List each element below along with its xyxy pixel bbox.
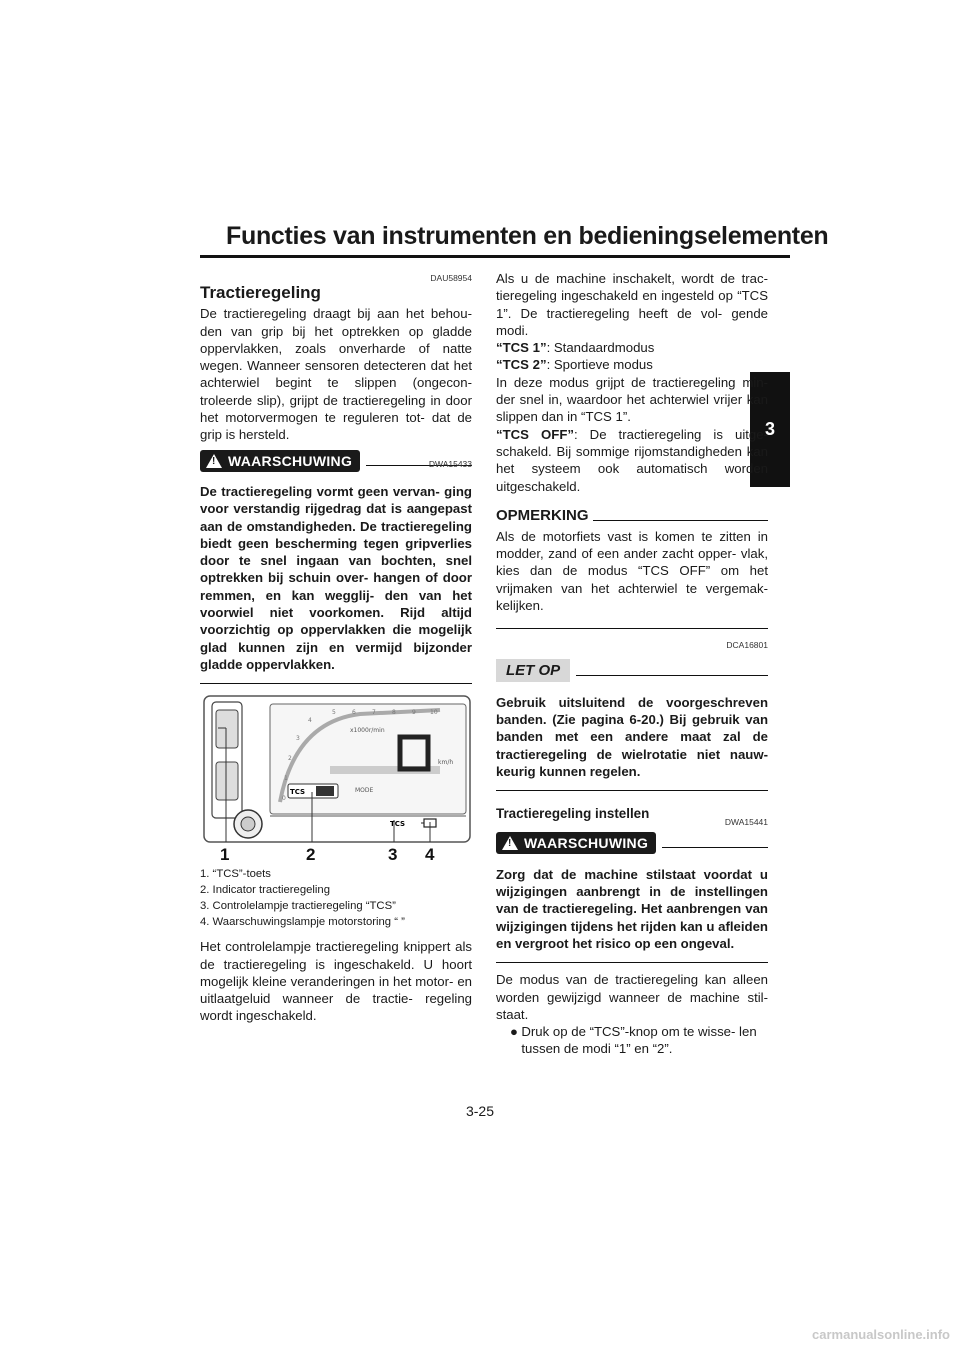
- rpm-label: x1000r/min: [350, 727, 385, 735]
- section-heading: Tractieregeling: [200, 283, 321, 303]
- letop-header: [496, 659, 768, 682]
- warning-triangle-icon: [502, 836, 518, 850]
- legend-item: 4. Waarschuwingslampje motorstoring “ ”: [200, 916, 405, 929]
- tcs-indicator-text: TCS: [290, 788, 306, 797]
- legend-item: 3. Controlelampje tractieregeling “TCS”: [200, 900, 396, 913]
- warning-badge-2: [496, 832, 656, 854]
- opmerking-text: Als de motorfiets vast is komen te zitten in modder, zand of een ander zacht opper- vlak, kies dan de modus “TCS OFF” om het vrijmaken van het achterwiel te vergemak- kelijken.: [496, 528, 768, 614]
- warning-code-2: DWA15441: [724, 817, 768, 828]
- page-number: 3-25: [465, 1103, 495, 1119]
- figure-legend: [200, 866, 472, 930]
- callout-1: 1: [220, 845, 230, 863]
- opmerking-header: [496, 507, 768, 524]
- instrument-panel-illustration: [200, 692, 472, 862]
- mode-1-label: “TCS 1”: [496, 340, 547, 356]
- callout-2: 2: [306, 845, 316, 863]
- mode-label: MODE: [355, 787, 374, 795]
- speed-unit: km/h: [438, 759, 454, 767]
- legend-item: 2. Indicator tractieregeling: [200, 884, 330, 897]
- tick-label: 10: [430, 709, 438, 717]
- warning-end-rule: [200, 683, 472, 684]
- bullet-item: [510, 1023, 768, 1058]
- mode-off-text: : De tractieregeling is uitge- schakeld. Bij sommige rijomstandigheden kan het systeem ook automatisch worden uitgeschakeld.: [496, 426, 768, 494]
- warning-label-2: WAARSCHUWING: [524, 834, 649, 851]
- warning-text: De tractieregeling vormt geen vervan- ging voor verstandig rijgedrag dat is aangepast aan de omstandigheden. De tractieregeling biedt geen bescherming tegen gripverlies door te snel ingaan van bochten, snel optrekken bij schuin over- hangen of door remmen, en kan wegglij- den van het voorwiel niet voorkomen. Rijd altijd voorzichtig op oppervlakken die mogelijk glad kunnen zijn en vermijd bijzonder gladde oppervlakken.: [200, 483, 472, 672]
- warning-header-2: [496, 832, 768, 854]
- bullet-text: Druk op de “TCS”-knop om te wisse- len tussen de modi “1” en “2”.: [521, 1024, 757, 1057]
- startup-paragraph: Als u de machine inschakelt, wordt de trac- tieregeling ingeschakeld en ingesteld op “TCS 1”. De tractieregeling heeft de vol- gende modi.: [496, 271, 768, 338]
- warning-triangle-icon: [206, 454, 222, 468]
- letop-rule: [576, 675, 768, 676]
- section-code: DAU58954: [430, 273, 472, 283]
- chapter-tab: 3: [750, 372, 790, 487]
- legend-item: 1. “TCS”-toets: [200, 868, 271, 881]
- caution-code: DCA16801: [726, 640, 768, 651]
- tick-label: 1: [284, 775, 288, 783]
- mode-off-line: [496, 426, 768, 495]
- letop-end-rule: [496, 790, 768, 791]
- tick-label: 0: [282, 795, 286, 803]
- warning-badge: [200, 450, 360, 472]
- tick-label: 2: [288, 755, 292, 763]
- subheading: Tractieregeling instellen: [496, 806, 650, 822]
- page-header-title: Functies van instrumenten en bedieningselementen: [226, 222, 829, 250]
- tick-label: 5: [332, 709, 336, 717]
- mode-2-line: [496, 356, 768, 373]
- mode-off-label: “TCS OFF”: [496, 426, 574, 442]
- warning-code: DWA15433: [428, 458, 472, 469]
- bullet-dot-icon: ●: [510, 1024, 518, 1040]
- opmerking-rule: [593, 520, 768, 521]
- mode-2-text: : Sportieve modus: [546, 357, 653, 373]
- tcs-blink-paragraph: Het controlelampje tractieregeling knippert als de tractieregeling is ingeschakeld. U hoort mogelijk kleine veranderingen in het motor- en uitlaatgeluid wanneer de tractie- regeling wordt ingeschakeld.: [200, 939, 472, 1024]
- left-column: [200, 270, 472, 1025]
- right-column: [496, 270, 768, 1058]
- mode-1-text: : Standaardmodus: [546, 340, 655, 356]
- letop-badge: LET OP: [496, 659, 570, 682]
- header-rule: [200, 255, 790, 258]
- tick-label: 6: [352, 709, 356, 717]
- mode-1-line: [496, 339, 768, 356]
- warning-rule-2: [662, 847, 768, 848]
- tick-label: 8: [392, 709, 396, 717]
- callout-3: 3: [388, 845, 398, 863]
- tick-label: 9: [412, 709, 416, 717]
- intro-paragraph: De tractieregeling draagt bij aan het behou- den van grip bij het optrekken op gladde oppervlakken, zoals onverharde of natte wegen. Wanneer sensoren detecteren dat het achterwiel begint te slippen (ongecon- troleerde slip), grijpt de tractieregeling in door het motorvermogen te reguleren tot- dat de grip is hersteld.: [200, 306, 472, 443]
- letop-text: Gebruik uitsluitend de voorgeschreven banden. (Zie pagina 6-20.) Bij gebruik van banden met een andere maat zal de tractieregeling de wielrotatie niet nauw- keurig kunnen regelen.: [496, 694, 768, 779]
- warning-label: WAARSCHUWING: [228, 452, 353, 469]
- mode-2-paragraph: In deze modus grijpt de tractieregeling min- der snel in, waardoor het achterwiel vrijer kan slippen dan in “TCS 1”.: [496, 374, 768, 425]
- mode-change-paragraph: De modus van de tractieregeling kan alleen worden gewijzigd wanneer de machine stil- staat.: [496, 972, 768, 1022]
- callout-4: 4: [425, 845, 435, 863]
- opmerking-label: OPMERKING: [496, 506, 589, 524]
- tick-label: 3: [296, 735, 300, 743]
- warning-end-rule-2: [496, 962, 768, 963]
- opmerking-end-rule: [496, 628, 768, 629]
- tick-label: 7: [372, 709, 376, 717]
- mode-2-label: “TCS 2”: [496, 357, 547, 373]
- tick-label: 4: [308, 717, 312, 725]
- tcs-lamp-text: TCS: [390, 820, 406, 829]
- warning-text-2: Zorg dat de machine stilstaat voordat u wijzigingen aanbrengt in de instellingen van de tractieregeling. Het aanbrengen van wijzigingen tijdens het rijden kan u afleiden en vergroot het risico op een ongeval.: [496, 866, 768, 951]
- watermark: carmanualsonline.info: [812, 1327, 950, 1342]
- instrument-panel-figure: [200, 692, 472, 862]
